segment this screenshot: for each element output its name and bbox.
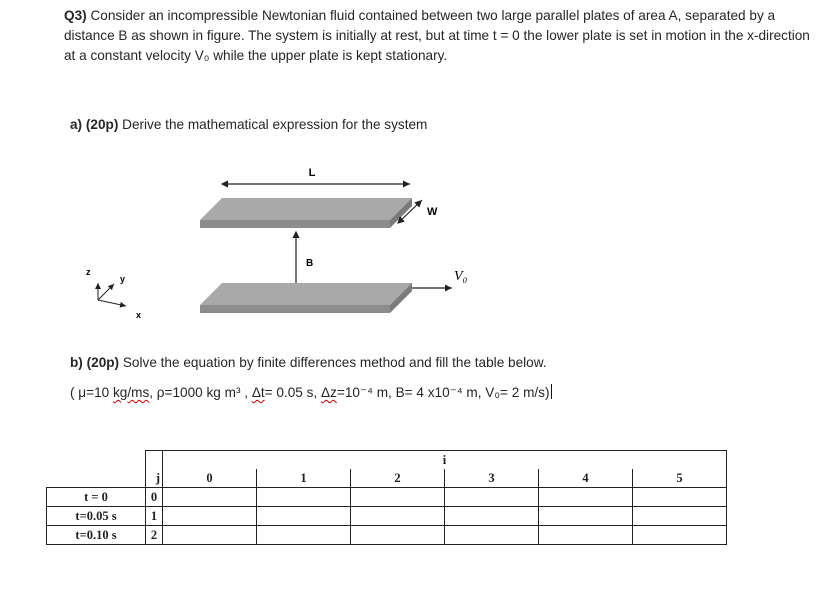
table-i-header-row: [47, 451, 727, 470]
i-header: i: [163, 451, 727, 470]
param-dt: Δt: [251, 385, 265, 400]
table-cell[interactable]: [163, 507, 257, 526]
row-j-index: 1: [146, 507, 163, 526]
column-header: 4: [539, 469, 633, 488]
table-cell[interactable]: [257, 526, 351, 545]
width-label: W: [427, 206, 438, 218]
part-b: [70, 355, 547, 370]
table-column-header-row: [47, 469, 727, 488]
table-cell[interactable]: [351, 488, 445, 507]
table-cell[interactable]: [257, 488, 351, 507]
lower-plate: [200, 283, 412, 313]
part-a-text: Derive the mathematical expression for the system: [118, 117, 428, 132]
axis-z-label: z: [86, 267, 91, 277]
table-cell[interactable]: [163, 488, 257, 507]
table-cell[interactable]: [445, 507, 539, 526]
table-cell[interactable]: [163, 526, 257, 545]
table-row: [47, 526, 727, 545]
row-j-index: 2: [146, 526, 163, 545]
coordinate-axes: [86, 267, 141, 320]
finite-difference-table: [46, 450, 727, 545]
length-label: L: [308, 167, 316, 179]
row-time-label: t = 0: [47, 488, 146, 507]
table-cell[interactable]: [351, 507, 445, 526]
column-header: 2: [351, 469, 445, 488]
row-j-index: 0: [146, 488, 163, 507]
table-cell[interactable]: [633, 526, 727, 545]
param-rho: , ρ=1000 kg m³ ,: [149, 385, 252, 400]
column-header: 3: [445, 469, 539, 488]
table-cell[interactable]: [445, 488, 539, 507]
gap-label: B: [306, 258, 314, 269]
part-b-label: b) (20p): [70, 355, 120, 370]
param-dt-value: = 0.05 s,: [264, 385, 321, 400]
part-a-label: a) (20p): [70, 117, 119, 132]
j-header: j: [146, 469, 163, 488]
parameters-line: [70, 384, 552, 401]
question-text: Consider an incompressible Newtonian fluid contained between two large parallel plates of area A, separated by a distance B as shown in figure. The system is initially at rest, but at time t = 0 the lower plate is set in motion in the x-direction at a constant velocity V₀ while the upper plate is kept stationary.: [64, 8, 810, 63]
column-header: 5: [633, 469, 727, 488]
row-time-label: t=0.10 s: [47, 526, 146, 545]
table-cell[interactable]: [445, 526, 539, 545]
table-row: [47, 488, 727, 507]
param-dz-value: =10⁻⁴ m, B= 4 x10⁻⁴ m, V₀= 2 m/s): [336, 385, 550, 400]
table-cell[interactable]: [539, 507, 633, 526]
part-b-text: Solve the equation by finite differences method and fill the table below.: [119, 355, 547, 370]
axis-x-label: x: [136, 310, 142, 320]
upper-plate: [200, 198, 412, 228]
velocity-label: V₀: [454, 269, 468, 284]
question-number: Q3): [64, 8, 87, 23]
table-row: [47, 507, 727, 526]
table-cell[interactable]: [633, 507, 727, 526]
row-time-label: t=0.05 s: [47, 507, 146, 526]
table-cell[interactable]: [257, 507, 351, 526]
table-cell[interactable]: [539, 488, 633, 507]
param-mu-unit: kg/ms: [112, 385, 150, 400]
param-dz: Δz: [320, 385, 337, 400]
column-header: 1: [257, 469, 351, 488]
table-cell[interactable]: [351, 526, 445, 545]
text-cursor: [551, 384, 553, 399]
param-open: ( μ=10: [70, 385, 113, 400]
column-header: 0: [163, 469, 257, 488]
table-cell[interactable]: [539, 526, 633, 545]
axis-y-label: y: [120, 274, 126, 284]
table-cell[interactable]: [633, 488, 727, 507]
